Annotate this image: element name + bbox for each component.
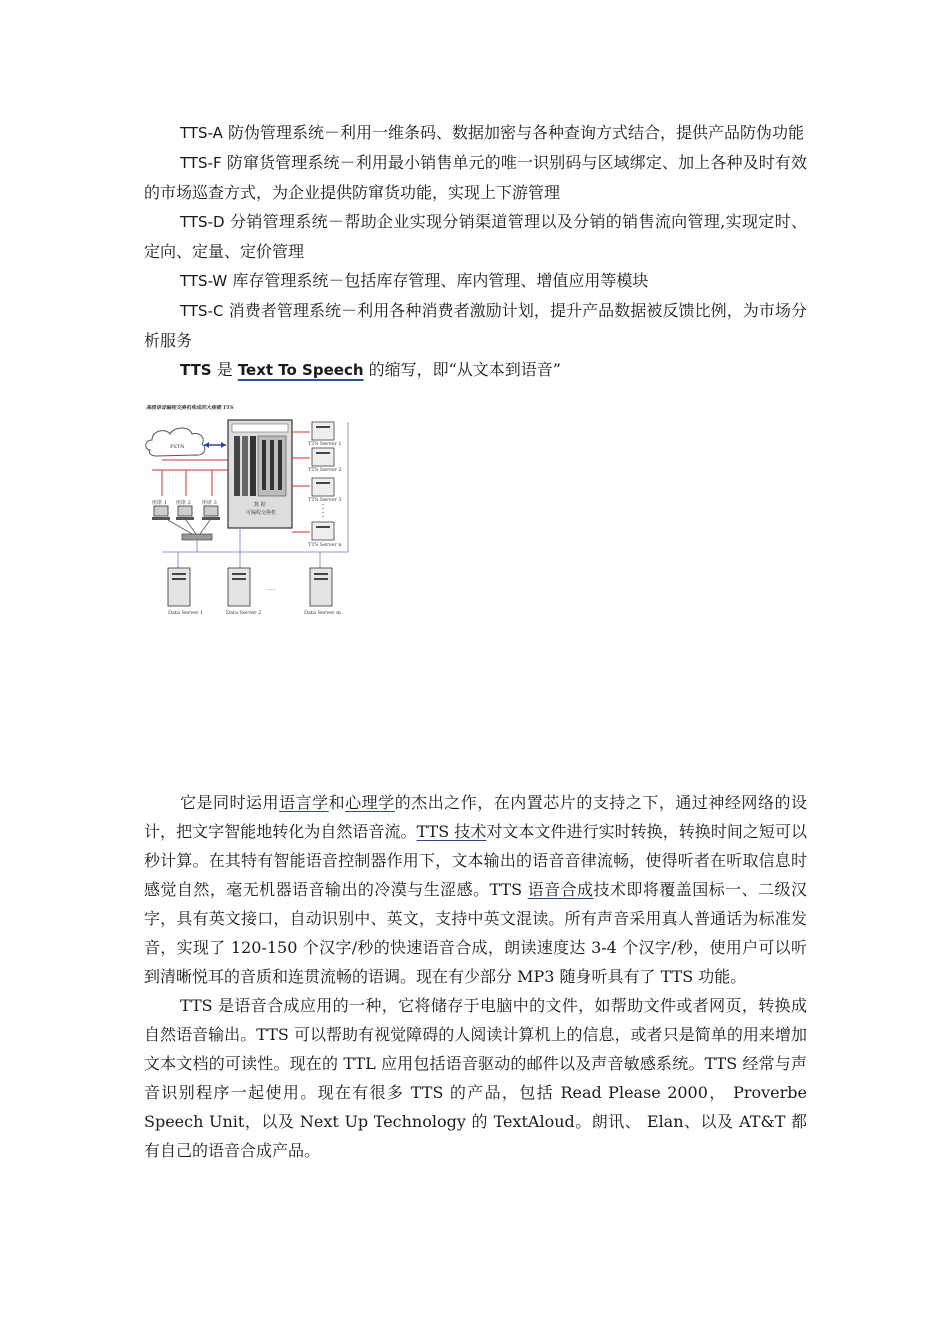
tts-technology-link[interactable]: TTS 技术 xyxy=(416,822,487,841)
data-server-label: Data Server 1 xyxy=(168,610,204,616)
data-server-icon xyxy=(228,568,250,606)
tts-f-code: TTS-F xyxy=(180,154,222,172)
data-server-icon xyxy=(168,568,190,606)
tts-d-code: TTS-D xyxy=(180,213,225,231)
tts-w-paragraph xyxy=(144,266,807,296)
pstn-cloud-icon xyxy=(146,428,205,456)
tts-server-label: TTS Server n xyxy=(308,542,342,548)
def-rest: 的缩写，即“从文本到语音” xyxy=(363,360,561,379)
p1-text-d: 技术即将覆盖国标一、二级汉字，具有英文接口，自动识别中、英文，支持中英文混读。所有声音采用真人普通话为标准发音，实现了 120-150 个汉字/秒的快速语音合成，朗读速度达 3-4 个汉字/秒，使用户可以听到清晰悦耳的音质和连贯流畅的语调。现在有少部分 MP3 随身听具有了 TTS 功能。 xyxy=(144,880,807,986)
tts-server-icon xyxy=(312,522,334,540)
system-list xyxy=(144,118,807,385)
psychology-link[interactable]: 心理学 xyxy=(345,793,395,812)
tts-a-code: TTS-A xyxy=(180,124,223,142)
network-line xyxy=(168,520,192,534)
tts-w-text: 库存管理系统－包括库存管理、库内管理、增值应用等模块 xyxy=(227,271,649,290)
p1-text-b: 的杰出之作，在内置芯片的支持之下，通过神经网络的设计，把文字智能地转化为自然语音流。 xyxy=(144,793,807,841)
network-line xyxy=(200,520,210,534)
diagram-svg xyxy=(142,400,358,620)
workstation-icon xyxy=(176,506,194,520)
tts-a-text: 防伪管理系统－利用一维条码、数据加密与各种查询方式结合，提供产品防伪功能 xyxy=(222,123,805,142)
tts-definition xyxy=(144,355,807,385)
tts-f-paragraph xyxy=(144,148,807,207)
data-server-label: Data Server m xyxy=(304,610,341,616)
diagram-title: 高级语音编程交换机构成的大规模 TTS xyxy=(146,405,234,411)
tts-c-text: 消费者管理系统－利用各种消费者激励计划，提升产品数据被反馈比例，为市场分析服务 xyxy=(144,301,807,350)
linguistics-link[interactable]: 语言学 xyxy=(279,793,329,812)
tts-server-label: TTS Server 3 xyxy=(308,497,342,503)
tts-f-text: 防窜货管理系统－利用最小销售单元的唯一识别码与区域绑定、加上各种及时有效的市场巡查方式，为企业提供防窜货功能，实现上下游管理 xyxy=(144,153,807,202)
p1-text-c: 对文本文件进行实时转换，转换时间之短可以秒计算。在其特有智能语音控制器作用下，文本输出的语音音律流畅，使得听者在听取信息时感觉自然，毫无机器语音输出的冷漠与生涩感。TTS xyxy=(144,822,807,899)
tts-d-paragraph xyxy=(144,207,807,266)
cloud-label: PSTN xyxy=(170,444,185,450)
network-line xyxy=(186,520,196,534)
tts-c-code: TTS-C xyxy=(180,302,224,320)
diagram-ellipsis: ...... xyxy=(266,586,276,592)
tts-w-code: TTS-W xyxy=(180,272,228,290)
tts-server-label: TTS Server 2 xyxy=(308,467,342,473)
tts-server-icon xyxy=(312,448,334,466)
workstation-icon xyxy=(202,506,220,520)
speech-synthesis-link[interactable]: 语音合成 xyxy=(527,880,594,899)
switch-label-1: 数 据 xyxy=(254,502,266,508)
p1-text-a: 它是同时运用 xyxy=(180,793,280,812)
body-paragraph-1 xyxy=(144,788,807,991)
tts-d-text: 分销管理系统－帮助企业实现分销渠道管理以及分销的销售流向管理,实现定时、定向、定量、定价管理 xyxy=(144,212,807,261)
data-server-icon xyxy=(310,568,332,606)
client-label: 座席 3 xyxy=(202,500,217,506)
tts-server-label: TTS Server 1 xyxy=(308,441,342,447)
client-label: 座席 1 xyxy=(152,500,167,506)
tts-server-icon xyxy=(312,422,334,440)
tts-architecture-diagram xyxy=(142,400,358,620)
client-label: 座席 2 xyxy=(176,500,191,506)
text-to-speech-link[interactable]: Text To Speech xyxy=(237,361,364,379)
network-hub-icon xyxy=(182,534,212,540)
workstation-icon xyxy=(152,506,170,520)
tts-a-paragraph xyxy=(144,118,807,148)
data-server-label: Data Server 2 xyxy=(226,610,262,616)
double-arrow-icon xyxy=(204,442,226,448)
def-tts: TTS xyxy=(180,361,212,379)
p1-text-and: 和 xyxy=(328,793,346,812)
body-text xyxy=(144,788,807,1165)
switch-label-2: 可编程交换机 xyxy=(246,510,277,516)
tts-c-paragraph xyxy=(144,296,807,355)
def-is: 是 xyxy=(211,360,238,379)
body-paragraph-2: TTS 是语音合成应用的一种，它将储存于电脑中的文件，如帮助文件或者网页，转换成自然语音输出。TTS 可以帮助有视觉障碍的人阅读计算机上的信息，或者只是简单的用来增加文本文档的可读性。现在的 TTL 应用包括语音驱动的邮件以及声音敏感系统。TTS 经常与声音识别程序一起使用。现在有很多 TTS 的产品，包括 Read Please 2000， Proverbe Speech Unit，以及 Next Up Technology 的 TextAloud。朗讯、 Elan、以及 AT&T 都有自己的语音合成产品。 xyxy=(144,996,807,1160)
tts-server-icon xyxy=(312,478,334,496)
